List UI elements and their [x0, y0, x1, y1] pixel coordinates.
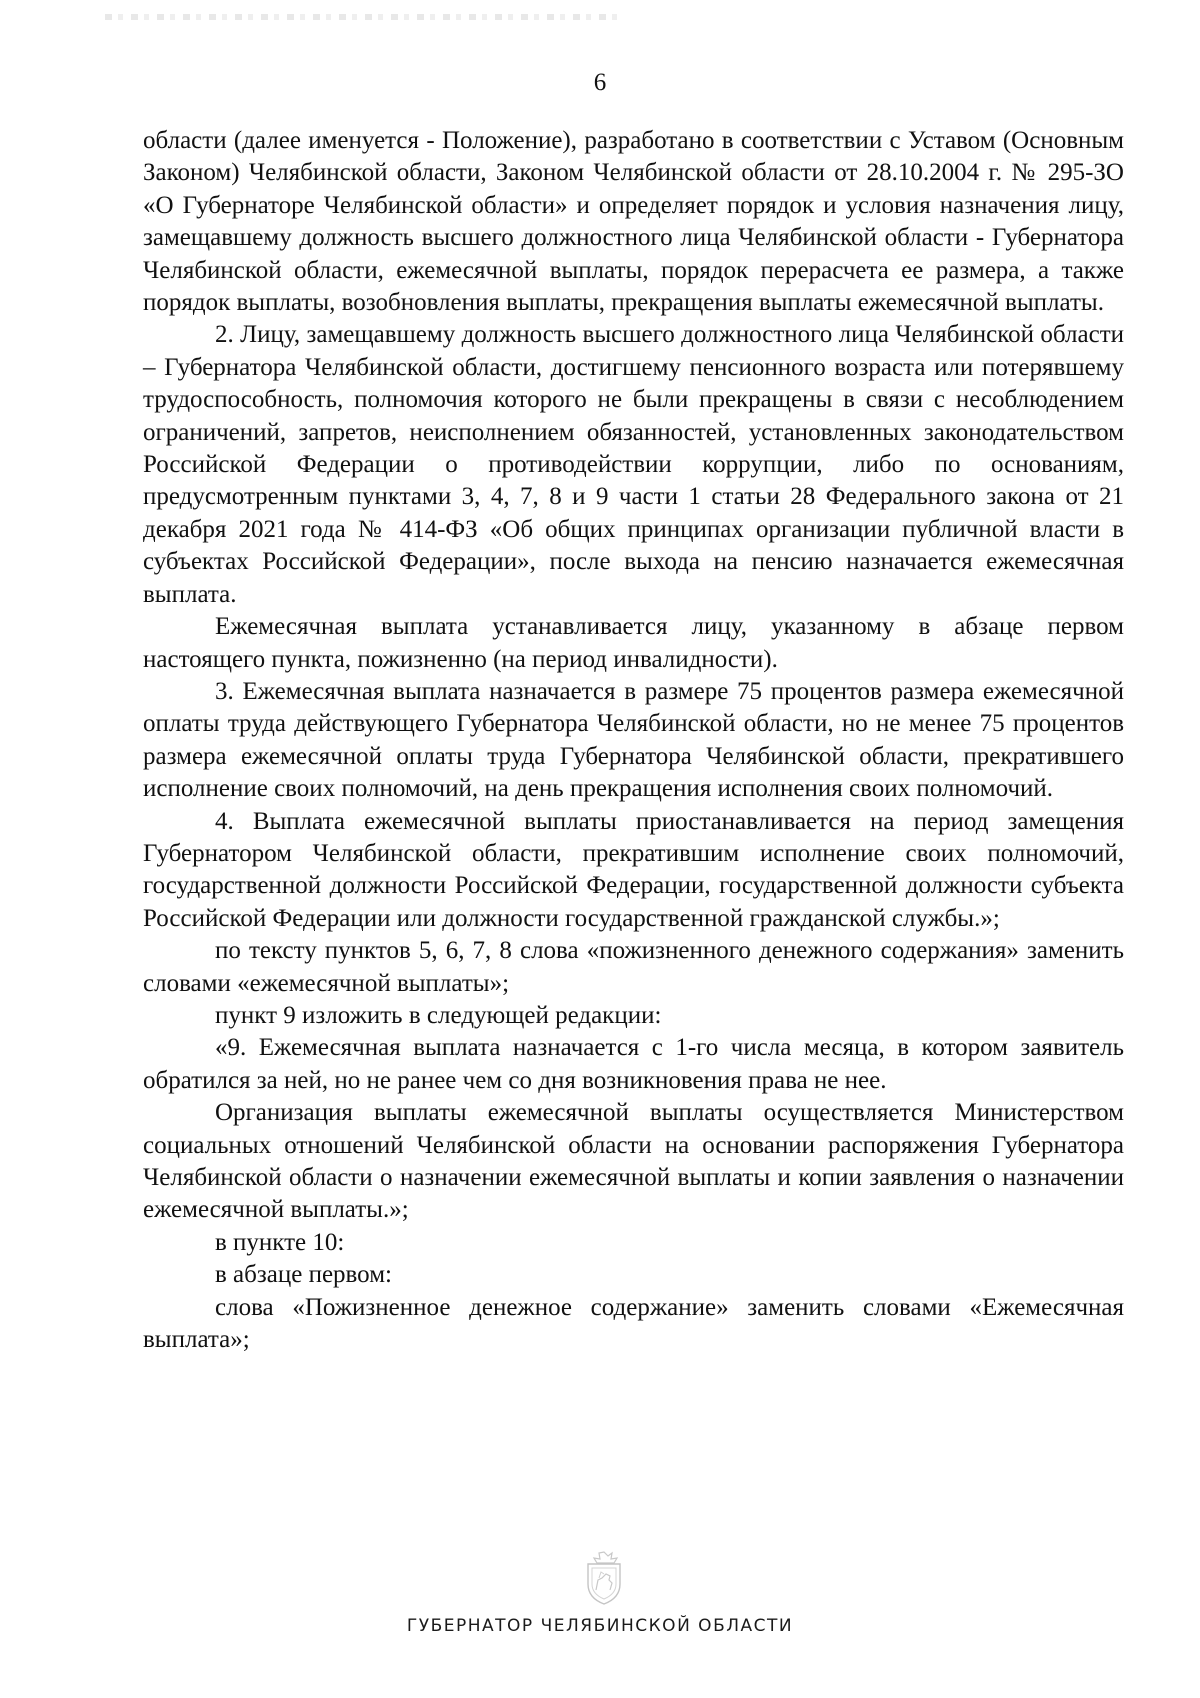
- paragraph-item-4: 4. Выплата ежемесячной выплаты приостанавливается на период замещения Губернатором Челябинской области, прекратившим исполнение своих полномочий, государственной должности Российской Федерации, государственной должности субъекта Российской Федерации или должности государственной гражданской службы.»;: [143, 807, 1124, 932]
- paragraph-positioning: области (далее именуется - Положение), разработано в соответствии с Уставом (Основным Законом) Челябинской области, Законом Челябинской области от 28.10.2004 г. № 295-ЗО «О Губернаторе Челябинской области» и определяет порядок и условия назначения лицу, замещавшему должность высшего должностного лица Челябинской области - Губернатора Челябинской области, ежемесячной выплаты, порядок перерасчета ее размера, а также порядок выплаты, возобновления выплаты, прекращения выплаты ежемесячной выплаты.: [143, 127, 1124, 317]
- coat-of-arms-icon: [582, 1550, 626, 1606]
- paragraph-item-2-lifetime: Ежемесячная выплата устанавливается лицу, указанному в абзаце первом настоящего пункта, пожизненно (на период инвалидности).: [143, 613, 1124, 673]
- document-body: [143, 125, 1124, 1356]
- paragraph-item-2: 2. Лицу, замещавшему должность высшего должностного лица Челябинской области – Губернатора Челябинской области, достигшему пенсионного возраста или потерявшему трудоспособность, полномочия которого не были прекращены в связи с несоблюдением ограничений, запретов, неисполнением обязанностей, установленных законодательством Российской Федерации о противодействии коррупции, либо по основаниям, предусмотренным пунктами 3, 4, 7, 8 и 9 части 1 статьи 28 Федерального закона от 21 декабря 2021 года № 414-ФЗ «Об общих принципах организации публичной власти в субъектах Российской Федерации», после выхода на пенсию назначается ежемесячная выплата.: [143, 321, 1124, 608]
- scan-artifact: [105, 14, 625, 20]
- paragraph-items-5-8-amendment: по тексту пунктов 5, 6, 7, 8 слова «пожизненного денежного содержания» заменить словами «ежемесячной выплаты»;: [143, 937, 1124, 997]
- paragraph-item-10-replace-words: слова «Пожизненное денежное содержание» заменить словами «Ежемесячная выплата»;: [143, 1293, 1124, 1354]
- paragraph-item-9-intro: пункт 9 изложить в следующей редакции:: [215, 1001, 662, 1029]
- paragraph-item-9-organization: Организация выплаты ежемесячной выплаты осуществляется Министерством социальных отношений Челябинской области на основании распоряжения Губернатора Челябинской области о назначении ежемесячной выплаты и копии заявления о назначении ежемесячной выплаты.»;: [143, 1099, 1124, 1224]
- paragraph-item-10-intro: в пункте 10:: [215, 1228, 345, 1256]
- paragraph-item-9: «9. Ежемесячная выплата назначается с 1-го числа месяца, в котором заявитель обратился за ней, но не ранее чем со дня возникновения права не нее.: [143, 1034, 1124, 1094]
- paragraph-item-10-first-para: в абзаце первом:: [215, 1261, 392, 1289]
- footer-title: ГУБЕРНАТОР ЧЕЛЯБИНСКОЙ ОБЛАСТИ: [406, 1616, 794, 1636]
- page-number: 6: [593, 69, 607, 96]
- paragraph-item-3: 3. Ежемесячная выплата назначается в размере 75 процентов размера ежемесячной оплаты труда действующего Губернатора Челябинской области, но не менее 75 процентов размера ежемесячной оплаты труда Губернатора Челябинской области, прекратившего исполнение своих полномочий, на день прекращения исполнения своих полномочий.: [143, 677, 1124, 803]
